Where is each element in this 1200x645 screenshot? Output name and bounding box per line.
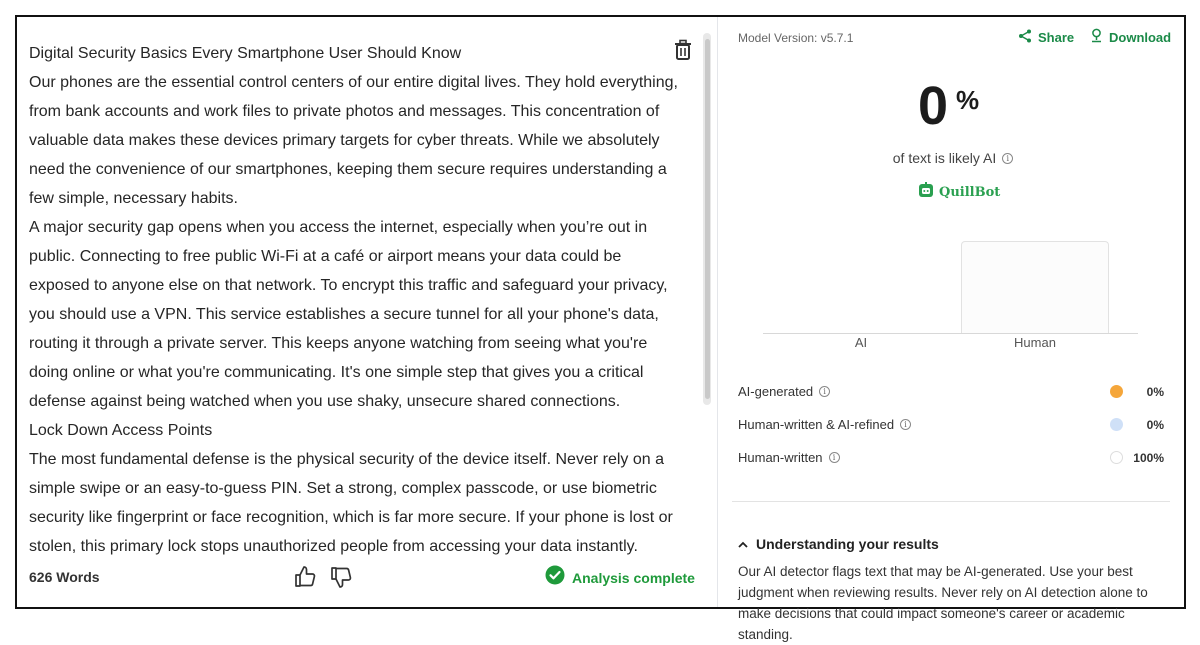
legend-dot: [1110, 385, 1123, 398]
trash-icon[interactable]: [673, 39, 693, 61]
download-button[interactable]: [1090, 28, 1171, 46]
breakdown-label: Human-written: [738, 450, 823, 465]
understanding-toggle[interactable]: [738, 536, 939, 552]
scrollbar-thumb[interactable]: [705, 39, 710, 399]
word-count: 626 Words: [29, 569, 100, 585]
divider: [732, 501, 1170, 502]
share-button[interactable]: [1018, 29, 1074, 46]
paragraph: The most fundamental defense is the physical security of the device itself. Never rely on a simple swipe or an easy-to-guess PIN. Set a strong, complex passcode, or use biometric security like fingerprint or face recognition, which is far more secure. If your phone is lost or stolen, this primary lock stops unauthorized people from accessing your data instantly.: [29, 451, 673, 555]
breakdown-label: AI-generated: [738, 384, 814, 399]
paragraph: A major security gap opens when you access the internet, especially when you’re out in public. Connecting to free public Wi-Fi at a café or airport means your data could be exposed to anyone else on that network. To encrypt this traffic and safeguard your privacy, you should use a VPN. This service establishes a secure tunnel for all your phone's data, routing it through a private server. This keeps anyone watching from seeing what you're doing online or what you're communicating. It's one simple step that gives you a critical defense against being watched when you use shaky, unsecure shared connections.: [29, 219, 668, 410]
breakdown-row: [738, 375, 1168, 408]
results-panel: [718, 17, 1188, 642]
chart-baseline: [763, 333, 1138, 334]
chart-tick-label: Human: [1014, 335, 1056, 350]
breakdown-label: Human-written & AI-refined: [738, 417, 895, 432]
section-heading: Lock Down Access Points: [29, 422, 213, 439]
document-title: Digital Security Basics Every Smartphone User Should Know: [29, 45, 462, 62]
info-icon[interactable]: i: [1002, 153, 1013, 164]
check-circle-icon: [545, 565, 565, 590]
result-breakdown: [738, 375, 1168, 474]
download-label: Download: [1109, 29, 1172, 45]
thumbs-down-icon[interactable]: [329, 565, 353, 589]
analysis-status: [545, 565, 695, 590]
editor-footer: [17, 557, 717, 611]
editor-panel: [17, 17, 718, 607]
brand-name: QuillBot: [939, 184, 1001, 200]
understanding-title: Understanding your results: [756, 536, 939, 552]
thumbs-up-icon[interactable]: [293, 565, 317, 589]
info-icon[interactable]: i: [829, 452, 840, 463]
paragraph: Our phones are the essential control centers of our entire digital lives. They hold everything, from bank accounts and work files to private photos and messages. This concentration of valuable data makes these devices primary targets for cyber threats. While we absolutely need the convenience of our smartphones, keeping them secure requires understanding a few simple, necessary habits.: [29, 74, 678, 207]
legend-dot: [1110, 418, 1123, 431]
ai-percentage: 0: [918, 76, 949, 136]
share-label: Share: [1038, 30, 1075, 45]
breakdown-row: [738, 441, 1168, 474]
chart-tick-label: AI: [854, 335, 868, 350]
brand-logo: [918, 182, 1000, 202]
app-window: [15, 15, 1186, 642]
percent-sign: %: [956, 85, 980, 115]
result-bar-chart: [763, 217, 1138, 357]
share-icon: [1018, 29, 1032, 46]
chevron-up-icon: [738, 536, 748, 552]
legend-dot: [1110, 451, 1123, 464]
model-version: Model Version: v5.7.1: [738, 31, 854, 45]
chart-bar-human: [961, 241, 1109, 333]
understanding-text: Our AI detector flags text that may be AI-generated. Use your best judgment when reviewing results. Never rely on AI detection alone to make decisions that could impact someone's career or academic standing.: [738, 564, 1148, 642]
breakdown-value: 0%: [1146, 384, 1164, 399]
status-text: Analysis complete: [572, 569, 695, 586]
breakdown-value: 100%: [1133, 450, 1164, 465]
text-editor[interactable]: [29, 39, 679, 555]
likely-ai-text: of text is likely AI: [892, 150, 997, 166]
quillbot-logo-icon: [918, 182, 934, 202]
info-icon[interactable]: i: [819, 386, 830, 397]
likely-ai-label: [718, 150, 1188, 166]
download-icon: [1090, 28, 1103, 46]
breakdown-row: [738, 408, 1168, 441]
info-icon[interactable]: i: [900, 419, 911, 430]
breakdown-value: 0%: [1146, 417, 1164, 432]
